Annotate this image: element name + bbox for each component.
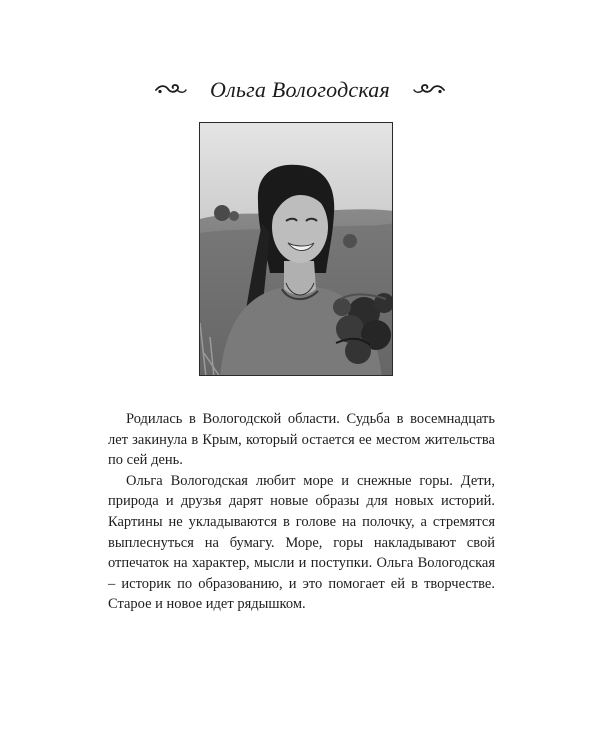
author-portrait-image — [200, 123, 393, 376]
left-swirl-ornament-icon — [154, 82, 188, 98]
right-swirl-ornament-icon — [412, 82, 446, 98]
author-name-title: Ольга Вологодская — [210, 77, 390, 102]
author-photo — [199, 122, 393, 376]
author-biography — [108, 409, 495, 615]
title-row — [0, 72, 600, 108]
bio-paragraph-2: Ольга Вологодская любит море и снежные горы. Дети, природа и друзья дарят новые образы для новых историй. Картины не укладываются в голове на полочку, а стремятся выплеснуться на бумагу. Море, горы накладывают свой отпечаток на характер, мысли и поступки. Ольга Вологодская – историк по образованию, и это помогает ей в творчестве. Старое и новое идет рядышком. — [108, 472, 495, 613]
bio-paragraph-1: Родилась в Вологодской области. Судьба в восемнадцать лет закинула в Крым, который остается ее местом жительства по сей день. — [108, 411, 495, 469]
